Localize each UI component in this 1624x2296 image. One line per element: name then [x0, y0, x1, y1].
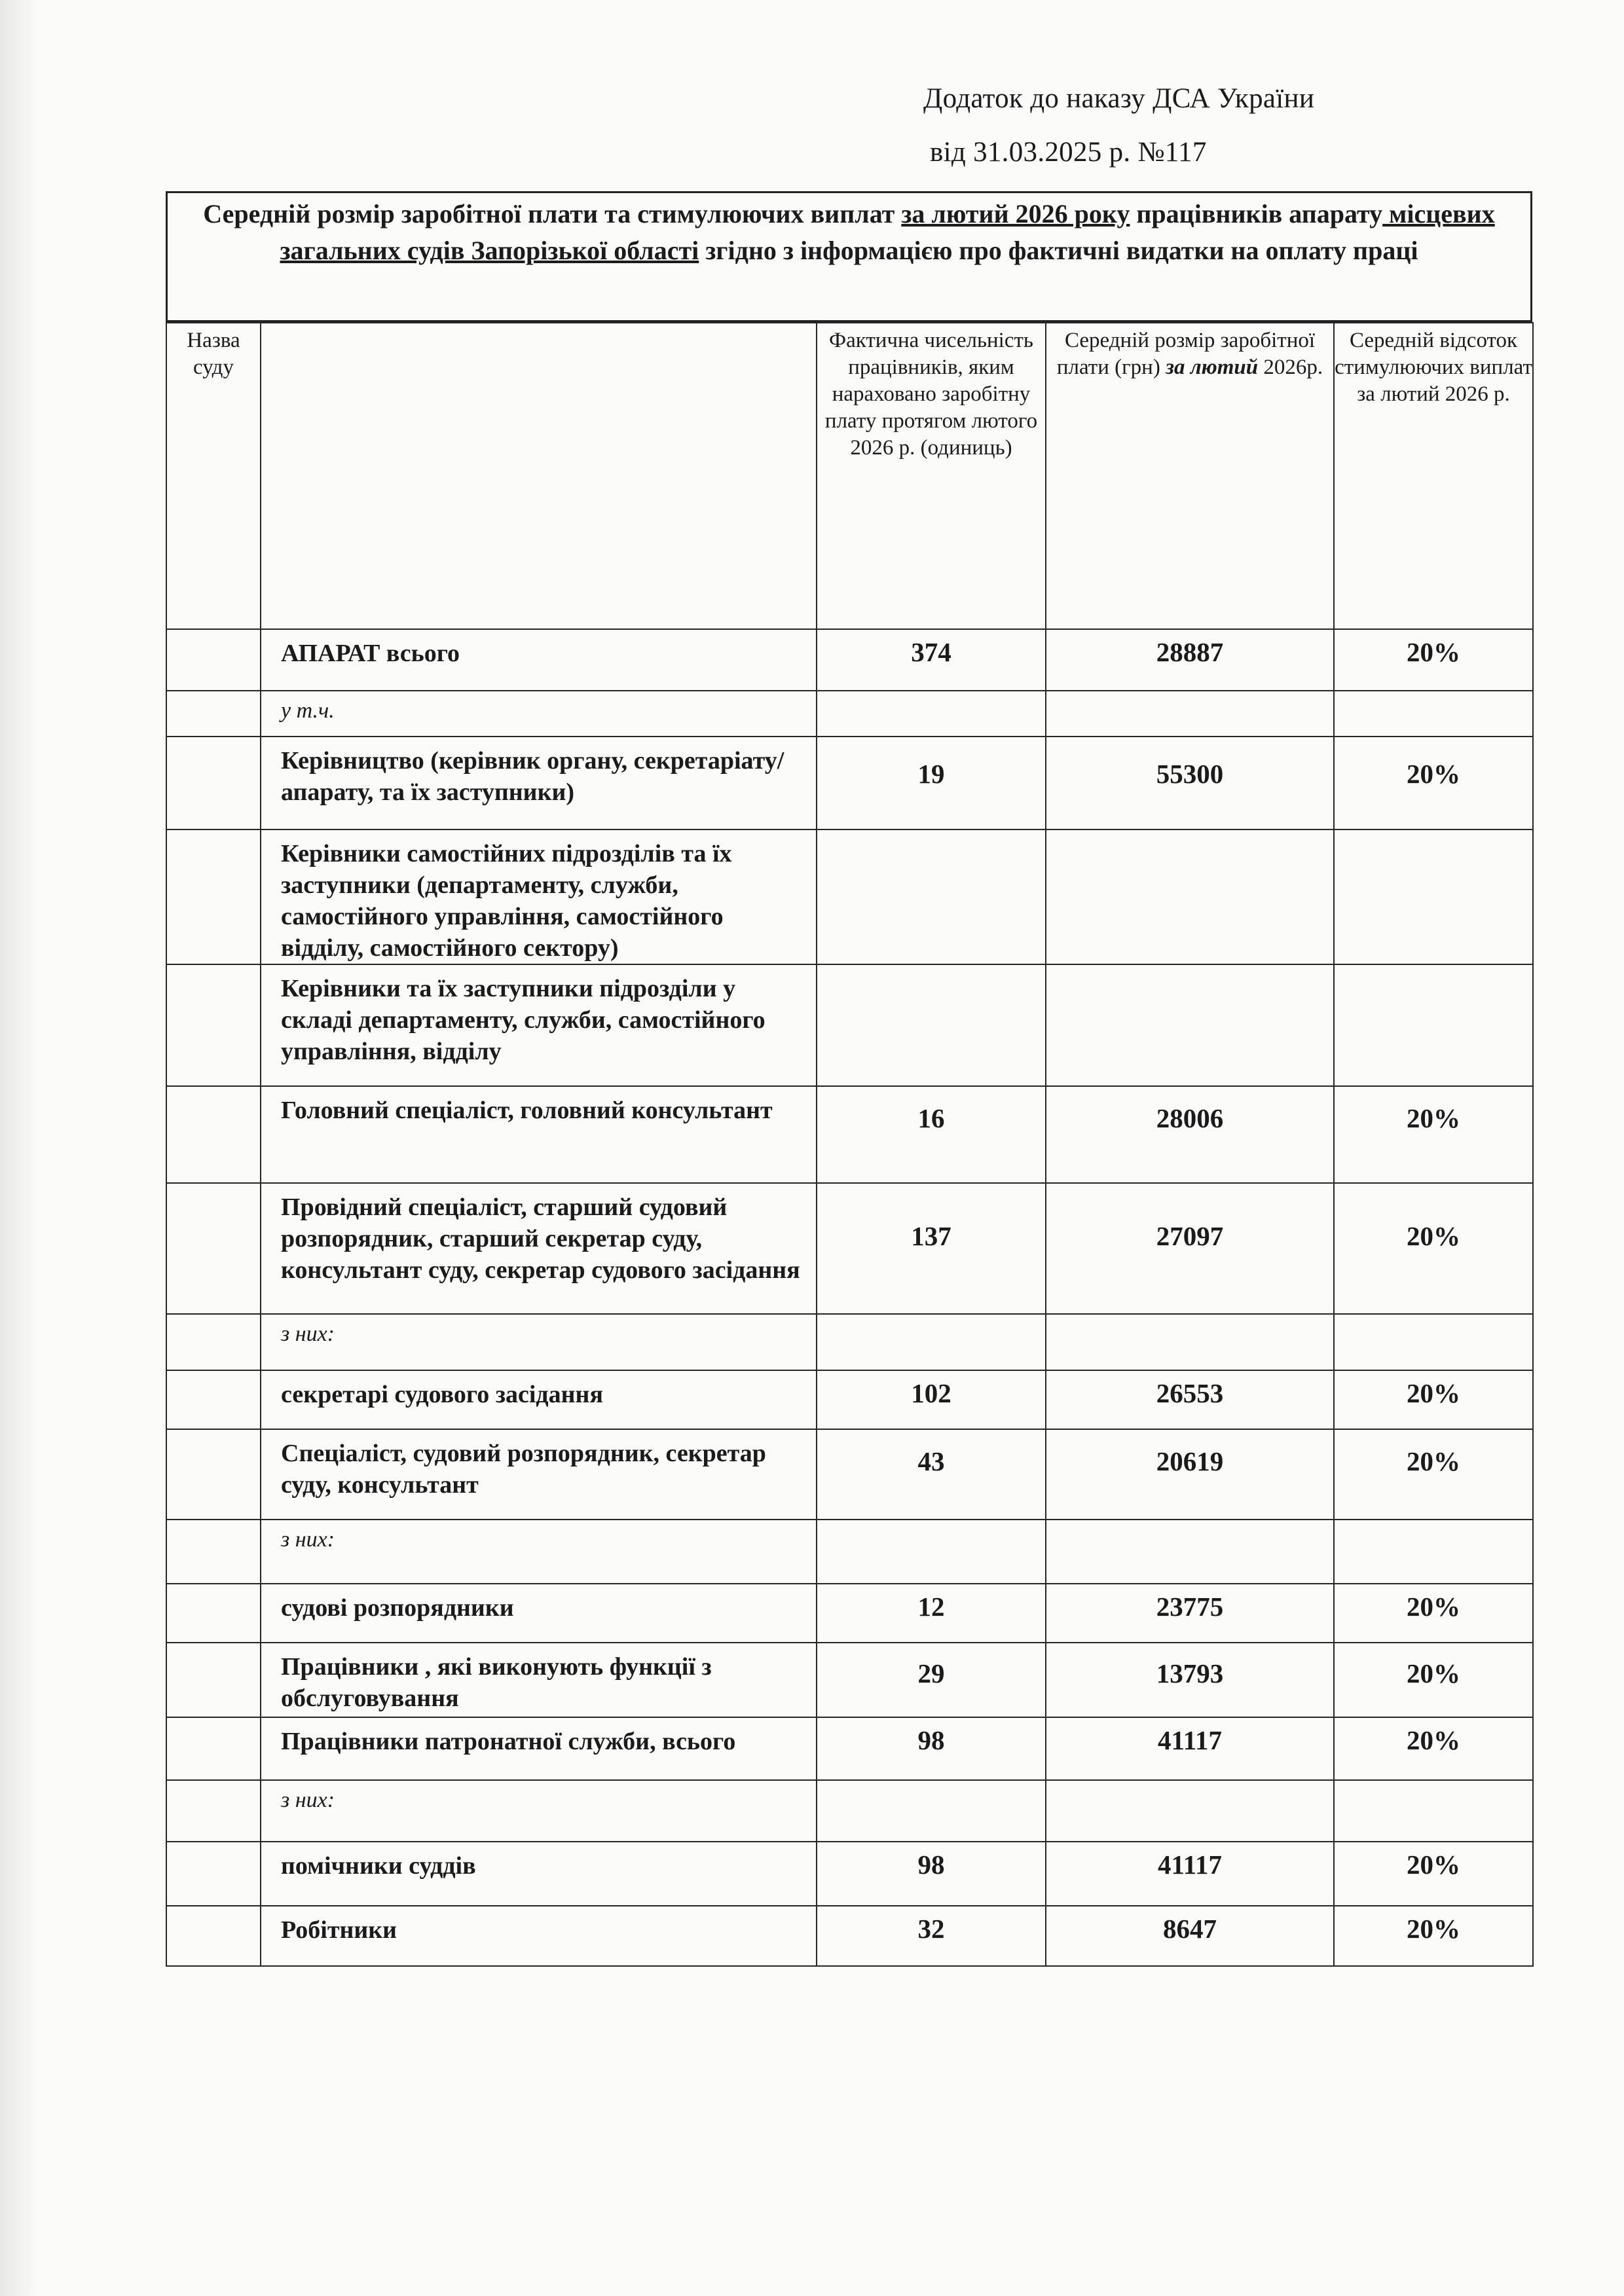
row-count — [817, 1086, 1046, 1183]
col-court-name: Назва суду — [166, 323, 261, 629]
row-label: з них: — [261, 1780, 817, 1842]
row-salary — [1046, 1643, 1334, 1717]
table-row — [166, 1643, 1533, 1717]
row-label: секретарі судового засідання — [261, 1370, 817, 1429]
court-name-cell — [166, 1183, 261, 1314]
row-label: Головний спеціаліст, головний консультант — [261, 1086, 817, 1183]
row-salary — [1046, 1780, 1334, 1842]
col-avg-salary-a: Середній розмір заробітної плати (грн) — [1056, 329, 1316, 379]
table-row — [166, 737, 1533, 829]
title-text-1: Середній розмір заробітної плати та стимулюючих виплат — [203, 199, 902, 228]
row-count-value: 12 — [917, 1592, 945, 1622]
row-pct-value: 20% — [1407, 1103, 1460, 1133]
row-pct — [1334, 737, 1533, 829]
col-headcount: Фактична чисельність працівників, яким нараховано заробітну плату протягом лютого 2026 р. (одиниць) — [817, 323, 1046, 629]
title-text-3: згідно з інформацією про фактичні видатки на оплату праці — [699, 236, 1418, 265]
court-name-cell — [166, 829, 261, 964]
row-pct — [1334, 829, 1533, 964]
row-count — [817, 1183, 1046, 1314]
row-salary — [1046, 1314, 1334, 1370]
table-row — [166, 1906, 1533, 1966]
row-label: Працівники , які виконують функції з обслуговування — [261, 1643, 817, 1717]
court-name-cell — [166, 1520, 261, 1584]
court-name-cell — [166, 964, 261, 1086]
row-count — [817, 1370, 1046, 1429]
row-salary — [1046, 829, 1334, 964]
row-pct-value: 20% — [1407, 1658, 1460, 1688]
row-label: Спеціаліст, судовий розпорядник, секретар суду, консультант — [261, 1429, 817, 1520]
table-row — [166, 691, 1533, 737]
row-count — [817, 829, 1046, 964]
row-pct — [1334, 1314, 1533, 1370]
court-name-cell — [166, 1717, 261, 1780]
row-salary-value: 20619 — [1156, 1446, 1224, 1476]
row-count — [817, 1584, 1046, 1643]
appendix-reference: Додаток до наказу ДСА України — [923, 83, 1315, 114]
court-name-cell — [166, 1429, 261, 1520]
court-name-cell — [166, 1906, 261, 1966]
row-count — [817, 691, 1046, 737]
table-row — [166, 1520, 1533, 1584]
row-salary-value: 28887 — [1156, 637, 1224, 667]
court-name-cell — [166, 737, 261, 829]
row-salary — [1046, 1584, 1334, 1643]
row-label: у т.ч. — [261, 691, 817, 737]
row-salary — [1046, 1086, 1334, 1183]
title-text-2: працівників апарату — [1130, 199, 1383, 228]
table-title — [166, 191, 1532, 322]
row-label: судові розпорядники — [261, 1584, 817, 1643]
row-label: Керівники самостійних підрозділів та їх заступники (департаменту, служби, самостійного управління, самостійного відділу, самостійного сектору) — [261, 829, 817, 964]
court-name-cell — [166, 1584, 261, 1643]
row-count — [817, 1429, 1046, 1520]
row-count-value: 98 — [917, 1850, 945, 1880]
row-pct-value: 20% — [1407, 1221, 1460, 1251]
row-salary — [1046, 1717, 1334, 1780]
col-avg-salary-c: 2026р. — [1258, 355, 1323, 379]
row-label: Керівники та їх заступники підрозділи у складі департаменту, служби, самостійного управління, відділу — [261, 964, 817, 1086]
row-pct — [1334, 1429, 1533, 1520]
table-row — [166, 1584, 1533, 1643]
row-count — [817, 1643, 1046, 1717]
table-row — [166, 1842, 1533, 1906]
row-count-value: 43 — [917, 1446, 945, 1476]
row-salary — [1046, 1183, 1334, 1314]
row-count — [817, 629, 1046, 691]
row-salary — [1046, 1429, 1334, 1520]
row-count-value: 98 — [917, 1725, 945, 1755]
row-label: Провідний спеціаліст, старший судовий розпорядник, старший секретар суду, консультант суду, секретар судового засідання — [261, 1183, 817, 1314]
row-salary-value: 28006 — [1156, 1103, 1224, 1133]
col-label-blank — [261, 323, 817, 629]
row-count-value: 19 — [917, 759, 945, 789]
title-period: за лютий 2026 року — [901, 199, 1130, 228]
row-pct — [1334, 629, 1533, 691]
col-avg-salary — [1046, 323, 1334, 629]
column-header-row — [166, 323, 1533, 629]
row-salary-value: 27097 — [1156, 1221, 1224, 1251]
row-pct — [1334, 964, 1533, 1086]
row-count — [817, 1780, 1046, 1842]
row-salary-value: 13793 — [1156, 1658, 1224, 1688]
row-pct — [1334, 1842, 1533, 1906]
row-salary — [1046, 1906, 1334, 1966]
row-pct — [1334, 691, 1533, 737]
row-pct-value: 20% — [1407, 1914, 1460, 1944]
row-label: Працівники патронатної служби, всього — [261, 1717, 817, 1780]
table-row — [166, 1429, 1533, 1520]
row-count-value: 137 — [911, 1221, 951, 1251]
court-name-cell — [166, 1842, 261, 1906]
row-pct — [1334, 1584, 1533, 1643]
row-pct-value: 20% — [1407, 1850, 1460, 1880]
row-count-value: 29 — [917, 1658, 945, 1688]
row-count — [817, 1842, 1046, 1906]
row-pct — [1334, 1717, 1533, 1780]
row-label: АПАРАТ всього — [261, 629, 817, 691]
table-row — [166, 964, 1533, 1086]
row-salary — [1046, 691, 1334, 737]
row-salary-value: 23775 — [1156, 1592, 1224, 1622]
table-row — [166, 1086, 1533, 1183]
court-name-cell — [166, 1086, 261, 1183]
row-count — [817, 1314, 1046, 1370]
row-count-value: 32 — [917, 1914, 945, 1944]
table-row — [166, 1717, 1533, 1780]
row-pct-value: 20% — [1407, 637, 1460, 667]
row-pct — [1334, 1520, 1533, 1584]
table-row — [166, 1314, 1533, 1370]
scan-shadow — [0, 0, 39, 2296]
row-count-value: 16 — [917, 1103, 945, 1133]
row-label: з них: — [261, 1314, 817, 1370]
row-count-value: 102 — [911, 1378, 951, 1408]
row-salary — [1046, 737, 1334, 829]
row-pct — [1334, 1183, 1533, 1314]
row-pct — [1334, 1780, 1533, 1842]
row-salary — [1046, 629, 1334, 691]
row-pct — [1334, 1086, 1533, 1183]
court-name-cell — [166, 629, 261, 691]
row-salary-value: 55300 — [1156, 759, 1224, 789]
row-count — [817, 1717, 1046, 1780]
row-salary-value: 41117 — [1158, 1725, 1222, 1755]
row-salary — [1046, 1842, 1334, 1906]
row-salary — [1046, 964, 1334, 1086]
row-pct-value: 20% — [1407, 759, 1460, 789]
row-count — [817, 1520, 1046, 1584]
table-row — [166, 629, 1533, 691]
table-row — [166, 1370, 1533, 1429]
court-name-cell — [166, 691, 261, 737]
row-pct-value: 20% — [1407, 1378, 1460, 1408]
row-pct-value: 20% — [1407, 1725, 1460, 1755]
row-pct-value: 20% — [1407, 1446, 1460, 1476]
row-salary-value: 41117 — [1158, 1850, 1222, 1880]
row-salary — [1046, 1520, 1334, 1584]
order-date-number: від 31.03.2025 р. №117 — [930, 137, 1207, 168]
row-label: з них: — [261, 1520, 817, 1584]
row-pct — [1334, 1370, 1533, 1429]
table-row — [166, 1183, 1533, 1314]
row-count-value: 374 — [911, 637, 951, 667]
salary-table — [166, 322, 1534, 1967]
table-row — [166, 1780, 1533, 1842]
title-courts: місцевих загальних судів Запорізької області — [280, 199, 1495, 265]
row-count — [817, 964, 1046, 1086]
row-salary — [1046, 1370, 1334, 1429]
court-name-cell — [166, 1314, 261, 1370]
row-label: Робітники — [261, 1906, 817, 1966]
row-pct — [1334, 1906, 1533, 1966]
row-pct-value: 20% — [1407, 1592, 1460, 1622]
court-name-cell — [166, 1780, 261, 1842]
row-salary-value: 26553 — [1156, 1378, 1224, 1408]
row-count — [817, 737, 1046, 829]
col-bonus-pct: Середній відсоток стимулюючих виплат за лютий 2026 р. — [1334, 323, 1533, 629]
row-pct — [1334, 1643, 1533, 1717]
table-row — [166, 829, 1533, 964]
col-avg-salary-b: за лютий — [1166, 355, 1259, 379]
court-name-cell — [166, 1370, 261, 1429]
row-label: Керівництво (керівник органу, секретаріату/апарату, та їх заступники) — [261, 737, 817, 829]
court-name-cell — [166, 1643, 261, 1717]
row-salary-value: 8647 — [1163, 1914, 1217, 1944]
row-count — [817, 1906, 1046, 1966]
row-label: помічники суддів — [261, 1842, 817, 1906]
